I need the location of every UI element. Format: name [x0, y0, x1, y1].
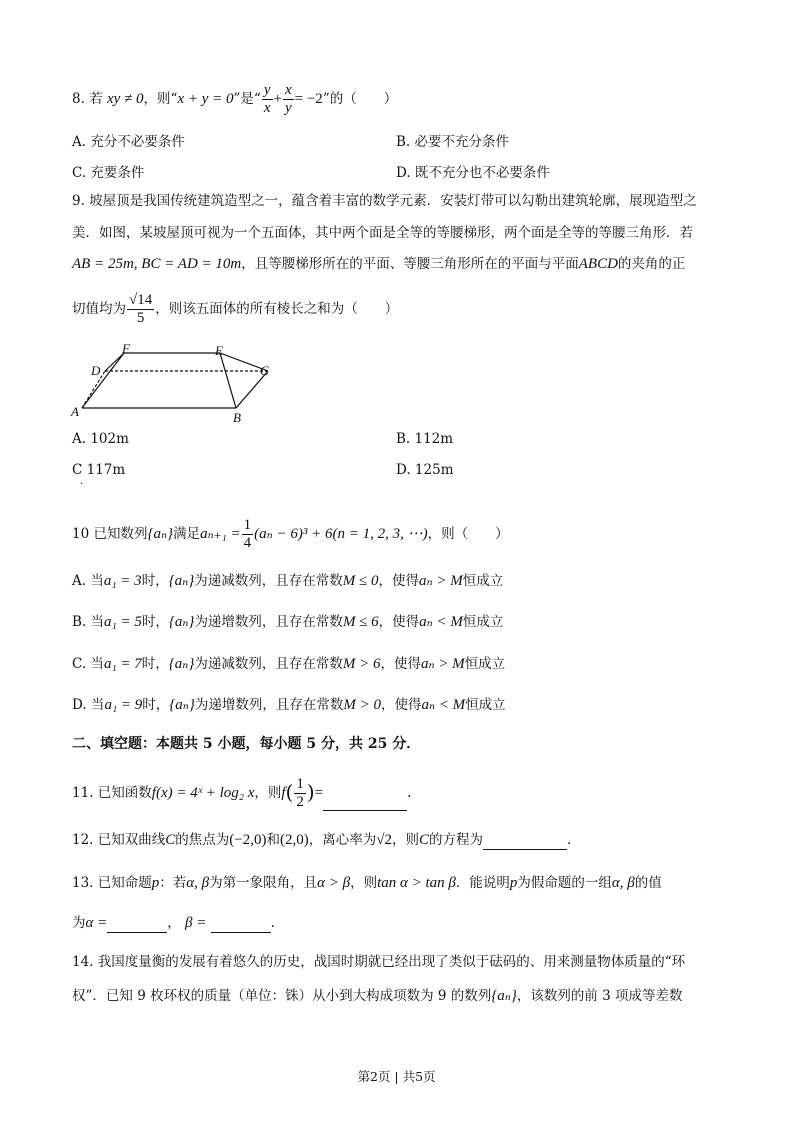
q9-line1: 9. 坡屋顶是我国传统建筑造型之一，蕴含着丰富的数学元素．安装灯带可以勾勒出建筑轮廓，展现造型之: [72, 193, 697, 209]
q13-beta-blank[interactable]: [211, 918, 271, 933]
edge-be: [220, 353, 236, 408]
label-a: A: [71, 404, 79, 419]
q10-stem: 10 已知数列{aₙ}满足aₙ₊₁ = $\frac{1}{4}$ (aₙ − 6)³ + 6(n = 1, 2, 3, ⋯)，则（ ）: [72, 517, 509, 551]
q8-stem: 8. 若 xy ≠ 0，则“x + y = 0”是“ $\frac{y}{x}$ + $\frac{x}{y}$ = −2”的（ ）: [72, 82, 398, 116]
page-footer: 第2页 | 共5页: [357, 1069, 436, 1084]
q9-line3: AB = 25m, BC = AD = 10m，且等腰梯形所在的平面、等腰三角形所在的平面与平面ABCD的夹角的正: [72, 256, 686, 272]
q13-alpha-blank[interactable]: [107, 918, 167, 933]
q8-option-d[interactable]: D. 既不充分也不必要条件: [396, 165, 550, 181]
frac-y-over-x: $\frac{y}{x}$: [263, 82, 271, 116]
stray-dot: .: [80, 476, 84, 487]
q8-option-b[interactable]: B. 必要不充分条件: [396, 134, 510, 150]
q10-option-c[interactable]: C. 当a₁ = 7时，{aₙ}为递减数列，且存在常数M > 6，使得aₙ > M恒成立: [72, 656, 506, 672]
q10-option-a[interactable]: A. 当a₁ = 3时，{aₙ}为递减数列，且存在常数M ≤ 0，使得aₙ > M恒成立: [72, 573, 504, 589]
q13-line1: 13. 已知命题p：若α, β为第一象限角，且α > β，则tan α > tan β．能说明p为假命题的一组α, β的值: [72, 875, 662, 891]
q12-answer-blank[interactable]: [483, 835, 567, 850]
q9-option-b[interactable]: B. 112m: [396, 431, 454, 447]
q10-option-d[interactable]: D. 当a₁ = 9时，{aₙ}为递增数列，且存在常数M > 0，使得aₙ < M恒成立: [72, 697, 506, 713]
label-f: F: [122, 341, 130, 356]
frac-one-quarter: $\frac{1}{4}$: [243, 517, 252, 551]
label-b: B: [233, 410, 241, 425]
q14-line1: 14. 我国度量衡的发展有着悠久的历史，战国时期就已经出现了类似于砝码的、用来测量物体质量的“环: [72, 954, 686, 970]
q9-option-d[interactable]: D. 125m: [396, 462, 454, 478]
q11-stem: 11. 已知函数f(x) = 4ˣ + log₂ x，则f( $\frac{1}{2}$ )= .: [72, 776, 412, 810]
q13-line2: 为α = ， β = .: [72, 915, 275, 931]
label-d: D: [91, 363, 101, 378]
frac-x-over-y: $\frac{x}{y}$: [284, 82, 292, 116]
q10-option-b[interactable]: B. 当a₁ = 5时，{aₙ}为递增数列，且存在常数M ≤ 6，使得aₙ < M恒成立: [72, 614, 504, 630]
frac-one-half: $\frac{1}{2}$: [296, 776, 304, 810]
label-e: E: [215, 343, 223, 358]
section-heading-fill-in: 二、填空题：本题共 5 小题，每小题 5 分，共 25 分．: [72, 736, 421, 752]
q11-answer-blank[interactable]: [323, 796, 407, 811]
label-c: C: [260, 363, 269, 378]
q14-line2: 权”．已知 9 枚环权的质量（单位：铢）从小到大构成项数为 9 的数列{aₙ}，该数列的前 3 项成等差数: [72, 988, 683, 1004]
edge-af: [82, 353, 124, 408]
pentahedron-figure: [68, 340, 278, 425]
q9-line2: 美．如图，某坡屋顶可视为一个五面体，其中两个面是全等的等腰梯形，两个面是全等的等腰三角形．若: [72, 225, 693, 241]
q8-option-c[interactable]: C. 充要条件: [72, 165, 145, 181]
q9-option-c[interactable]: C 117m: [72, 462, 126, 478]
q9-line4: 切值均为 $\frac{√14}{5}$ ，则该五面体的所有棱长之和为（ ）: [72, 292, 399, 326]
q8-option-a[interactable]: A. 充分不必要条件: [72, 134, 185, 150]
q12-stem: 12. 已知双曲线C的焦点为(−2,0)和(2,0)，离心率为√2，则C的方程为 .: [72, 832, 572, 848]
frac-sqrt14-over-5: $\frac{√14}{5}$: [129, 292, 153, 326]
q9-option-a[interactable]: A. 102m: [72, 431, 129, 447]
